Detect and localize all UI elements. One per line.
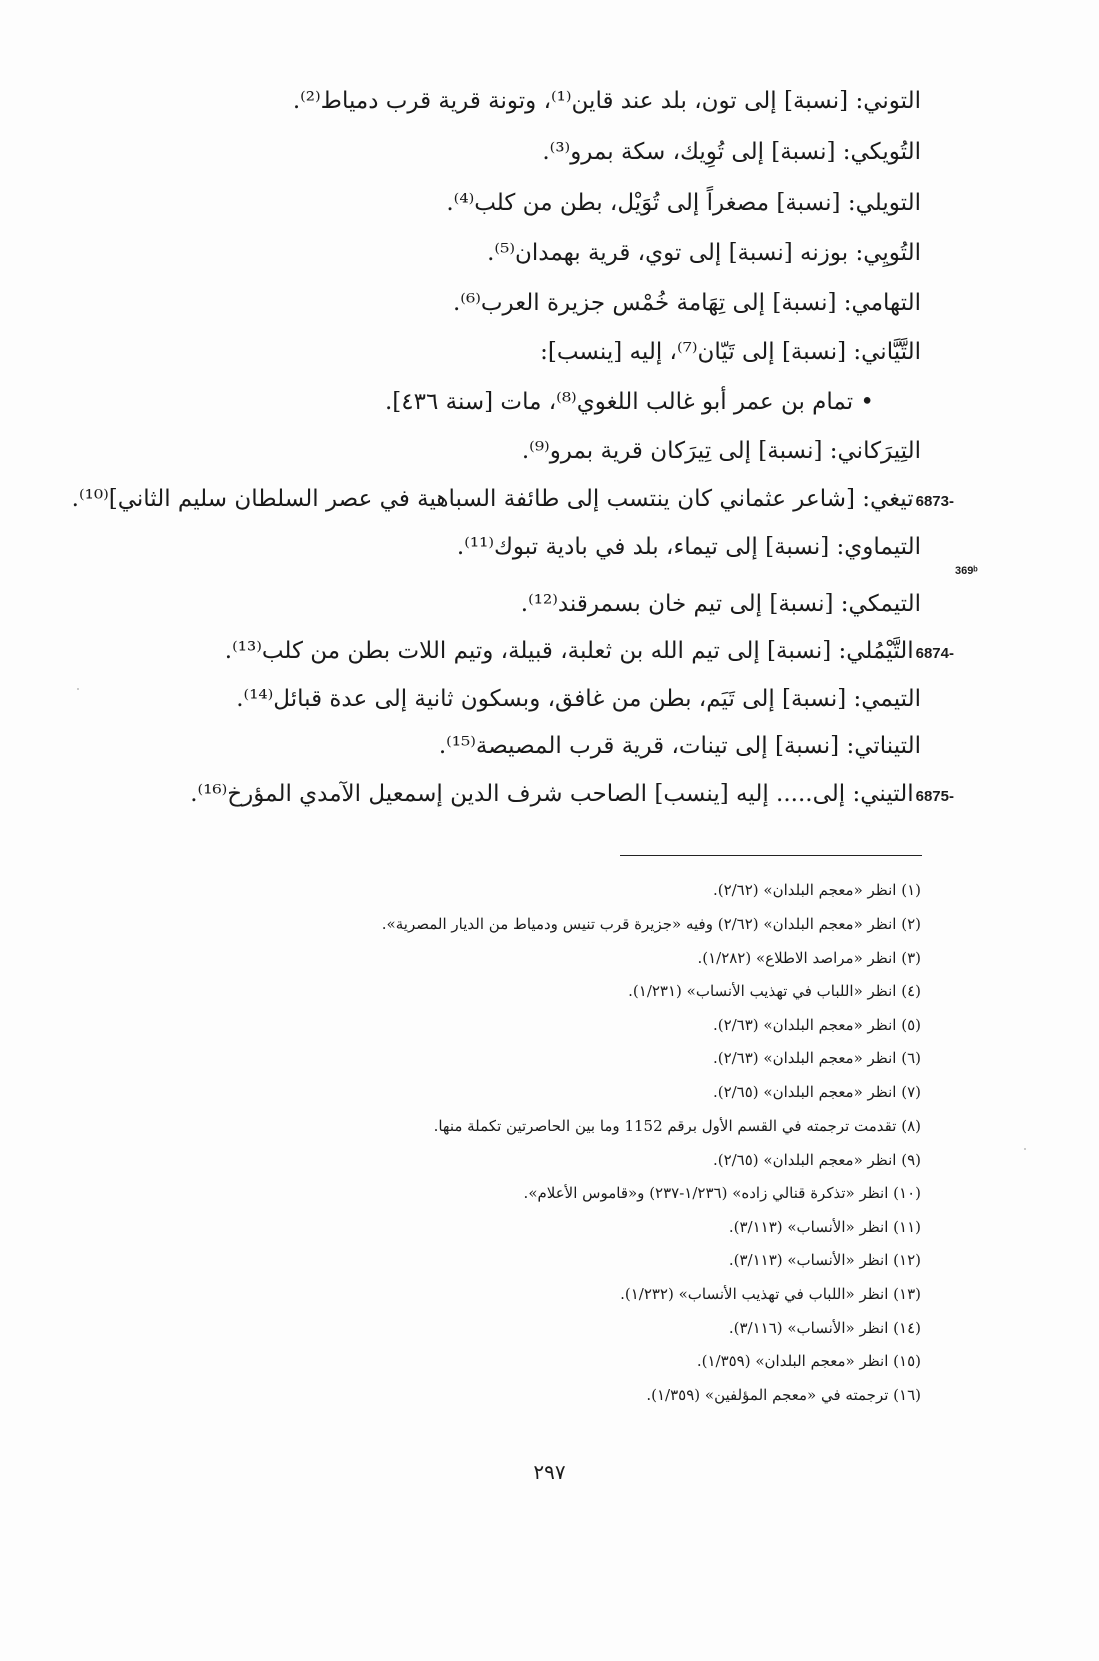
scan-speck — [77, 688, 79, 690]
numbered-entry-line: 6875-التيني: إلى..... إليه [ينسب] الصاحب شرف الدين إسمعيل الآمدي المؤرخ⁽¹⁶⁾. — [190, 781, 954, 807]
entry-line: التِيرَكاني: [نسبة] إلى تِيرَكان قرية بمرو⁽⁹⁾. — [521, 438, 921, 464]
entry-line: التُويِي: بوزنه [نسبة] إلى توي، قرية بهمدان⁽⁵⁾. — [487, 240, 921, 266]
folio-marker: 369ᵇ — [955, 565, 978, 577]
entry-line: التويلي: [نسبة] مصغراً إلى تُوَيْل، بطن من كلب⁽⁴⁾. — [446, 190, 921, 216]
footnote: (١٢) انظر «الأنساب» (٣/١١٣). — [728, 1251, 921, 1269]
footnote-separator — [620, 855, 922, 856]
footnote: (٦) انظر «معجم البلدان» (٢/٦٣). — [712, 1049, 921, 1067]
entry-line: • تمام بن عمر أبو غالب اللغوي⁽⁸⁾، مات [سنة ٤٣٦]. — [384, 389, 874, 415]
entry-number: 6874- — [915, 645, 954, 662]
numbered-entry-line: 6874-التَّيْمُلي: [نسبة] إلى تيم الله بن ثعلبة، قبيلة، وتيم اللات بطن من كلب⁽¹³⁾. — [224, 638, 954, 664]
footnote: (٧) انظر «معجم البلدان» (٢/٦٥). — [712, 1083, 921, 1101]
entry-line: التيماوي: [نسبة] إلى تيماء، بلد في بادية تبوك⁽¹¹⁾. — [456, 534, 921, 560]
scan-speck — [1024, 1148, 1026, 1150]
footnote: (١٣) انظر «اللباب في تهذيب الأنساب» (١/٢٣٢). — [620, 1285, 921, 1303]
footnote: (٢) انظر «معجم البلدان» (٢/٦٢) وفيه «جزيرة قرب تنيس ودمياط من الديار المصرية». — [381, 915, 921, 933]
entry-number: 6875- — [915, 788, 954, 805]
footnote: (١٤) انظر «الأنساب» (٣/١١٦). — [728, 1319, 921, 1337]
numbered-entry-line: 6873-تيغي: [شاعر عثماني كان ينتسب إلى طائفة السباهية في عصر السلطان سليم الثاني]⁽¹⁰⁾. — [71, 486, 954, 512]
entry-line: التيناتي: [نسبة] إلى تينات، قرية قرب المصيصة⁽¹⁵⁾. — [438, 733, 921, 759]
entry-line: التيمكي: [نسبة] إلى تيم خان بسمرقند⁽¹²⁾. — [520, 591, 921, 617]
footnote: (١١) انظر «الأنساب» (٣/١١٣). — [728, 1218, 921, 1236]
footnote: (٣) انظر «مراصد الاطلاع» (١/٢٨٢). — [697, 949, 921, 967]
entry-line: التوني: [نسبة] إلى تون، بلد عند قاين⁽¹⁾، وتونة قرية قرب دمياط⁽²⁾. — [292, 88, 921, 114]
footnote: (٩) انظر «معجم البلدان» (٢/٦٥). — [712, 1151, 921, 1169]
footnote: (١٦) ترجمته في «معجم المؤلفين» (١/٣٥٩). — [646, 1386, 921, 1404]
entry-line: التيمي: [نسبة] إلى تَيَم، بطن من غافق، وبسكون ثانية إلى عدة قبائل⁽¹⁴⁾. — [236, 686, 921, 712]
footnote: (١٠) انظر «تذكرة قنالي زاده» (١/٢٣٦-٢٣٧) و«قاموس الأعلام». — [523, 1184, 921, 1202]
entry-line: التهامي: [نسبة] إلى تِهَامة خُمْس جزيرة العرب⁽⁶⁾. — [453, 290, 921, 316]
footnote: (١) انظر «معجم البلدان» (٢/٦٢). — [712, 881, 921, 899]
entry-line: التُويكي: [نسبة] إلى تُوِيك، سكة بمرو⁽³⁾. — [542, 139, 921, 165]
footnote: (٥) انظر «معجم البلدان» (٢/٦٣). — [712, 1016, 921, 1034]
page-number: ٢٩٧ — [533, 1460, 566, 1484]
footnote: (٨) تقدمت ترجمته في القسم الأول برقم 1152 وما بين الحاصرتين تكملة منها. — [433, 1117, 921, 1135]
footnote: (٤) انظر «اللباب في تهذيب الأنساب» (١/٢٣١). — [628, 982, 921, 1000]
entry-line: التَّيَّاني: [نسبة] إلى تَيّان⁽⁷⁾، إليه [ينسب]: — [540, 339, 921, 365]
footnote: (١٥) انظر «معجم البلدان» (١/٣٥٩). — [696, 1352, 921, 1370]
entry-number: 6873- — [915, 493, 954, 510]
